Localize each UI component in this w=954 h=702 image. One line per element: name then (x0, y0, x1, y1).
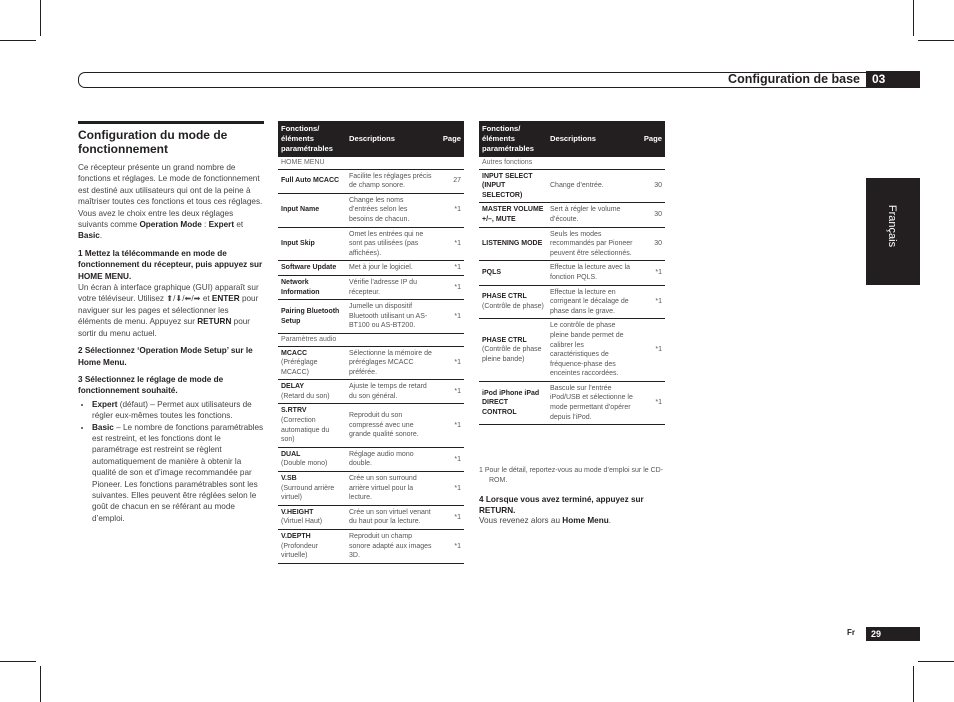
table-row (479, 261, 665, 285)
description: Réglage audio mono double. (346, 447, 436, 471)
function-subtitle: (Profondeur virtuelle) (281, 542, 318, 560)
description: Change les noms d’entrées selon les besoins de chacun. (346, 193, 436, 227)
function-name: S.RTRV (Correction automatique du son) (278, 404, 346, 447)
description: Sélectionne la mémoire de préréglages MCACC préférée. (346, 346, 436, 380)
table-row (479, 381, 665, 424)
page-ref: *1 (436, 530, 464, 564)
table-row (278, 275, 464, 299)
function-subtitle: (Contrôle de phase) (482, 302, 544, 310)
crop-mark (0, 661, 36, 662)
function-subtitle: (Retard du son) (281, 392, 330, 400)
heading-rule (78, 121, 264, 124)
page-ref: 30 (637, 227, 665, 261)
page-ref: *1 (637, 261, 665, 285)
step-2: 2 Sélectionnez ‘Operation Mode Setup’ sur le Home Menu. (78, 346, 253, 367)
function-name: V.SB (Surround arrière virtuel) (278, 472, 346, 506)
function-name: V.HEIGHT (Virtuel Haut) (278, 505, 346, 529)
step-4: 4 Lorsque vous avez terminé, appuyez sur RETURN. (479, 495, 644, 515)
description: Effectue la lecture avec la fonction PQLS. (547, 261, 637, 285)
table-row (479, 319, 665, 382)
description: Met à jour le logiciel. (346, 261, 436, 276)
step-1-body: Un écran à interface graphique (GUI) apparaît sur votre téléviseur. Utilisez ⬆/⬇/⬅/➡ et ENTER pour naviguer sur les pages et sélectionner les éléments de menu. Appuyez sur RETURN pour sortir du menu actuel. (78, 283, 259, 338)
crop-mark (0, 40, 36, 41)
page-ref: *1 (436, 505, 464, 529)
function-name: PHASE CTRL (Contrôle de phase) (479, 285, 547, 319)
page-ref: *1 (436, 346, 464, 380)
language-label: Français (886, 204, 898, 248)
table-section-row (479, 157, 665, 169)
table-row (278, 300, 464, 334)
table-row (278, 346, 464, 380)
function-name: Software Update (278, 261, 346, 276)
description: Ajuste le temps de retard du son général. (346, 380, 436, 404)
col-header-functions: Fonctions/ éléments paramétrables (479, 121, 547, 157)
function-subtitle: (Double mono) (281, 460, 328, 468)
description: Change d’entrée. (547, 169, 637, 203)
function-subtitle: (Correction automatique du son) (281, 417, 330, 444)
table-footer (479, 466, 665, 526)
section-title: Configuration de base (728, 72, 860, 86)
table-row (278, 530, 464, 564)
table-row (278, 227, 464, 261)
table-section-row (278, 333, 464, 346)
function-name: iPod iPhone iPad DIRECT CONTROL (479, 381, 547, 424)
col-header-descriptions: Descriptions (547, 121, 637, 157)
crop-mark (913, 666, 914, 702)
page-ref: 30 (637, 203, 665, 227)
page-number: 29 (866, 627, 920, 641)
col-header-page: Page (436, 121, 464, 157)
section-label: Paramètres audio (278, 333, 464, 346)
table-row (479, 285, 665, 319)
page-ref: *1 (436, 447, 464, 471)
function-subtitle: (Surround arrière virtuel) (281, 484, 335, 502)
function-subtitle: (Virtuel Haut) (281, 518, 323, 526)
page-ref: *1 (436, 300, 464, 334)
description: Le contrôle de phase pleine bande permet de calibrer les caractéristiques de fréquence-phase des enceintes raccordées. (547, 319, 637, 382)
page-ref: *1 (637, 319, 665, 382)
page-ref: 30 (637, 169, 665, 203)
function-name: Full Auto MCACC (278, 169, 346, 193)
function-name: Pairing Bluetooth Setup (278, 300, 346, 334)
description: Facilite les réglages précis de champ sonore. (346, 169, 436, 193)
function-name: V.DEPTH (Profondeur virtuelle) (278, 530, 346, 564)
footnote: 1 Pour le détail, reportez-vous au mode d’emploi sur le CD-ROM. (479, 467, 664, 484)
description: Seuls les modes recommandés par Pioneer peuvent être sélectionnés. (547, 227, 637, 261)
table-row (278, 193, 464, 227)
description: Bascule sur l’entrée iPod/USB et sélectionne le mode permettant d’opérer depuis l’iPod. (547, 381, 637, 424)
page-ref: *1 (436, 380, 464, 404)
description: Vérifie l’adresse IP du récepteur. (346, 275, 436, 299)
table-row (278, 404, 464, 447)
table-row (479, 169, 665, 203)
intro-text: Ce récepteur présente un grand nombre de fonctions et réglages. Le mode de fonctionnement est destiné aux utilisateurs qui ont de la peine à maîtriser toutes ces fonctions et tous ces réglages. (78, 163, 263, 207)
table-row (479, 227, 665, 261)
function-subtitle: (Contrôle de phase pleine bande) (482, 346, 542, 363)
description: Effectue la lecture en corrigeant le décalage de phase dans le grave. (547, 285, 637, 319)
table-row (278, 472, 464, 506)
col-header-descriptions: Descriptions (346, 121, 436, 157)
function-name: DUAL (Double mono) (278, 447, 346, 471)
function-name: Input Skip (278, 227, 346, 261)
page-ref: *1 (436, 193, 464, 227)
description: Crée un son virtuel venant du haut pour la lecture. (346, 505, 436, 529)
section-label: Autres fonctions (479, 157, 665, 169)
table-row (479, 203, 665, 227)
list-item: • Basic – Le nombre de fonctions paramétrables est restreint, et les fonctions dont le paramétrage est restreint se règlent automatiquement de manière à obtenir la qualité de son et d’image recommandée par Pioneer. Les fonctions paramétrables sont les suivantes. Elles peuvent être réglées selon le goût de chacun en se référant au mode d’emploi. (92, 422, 264, 525)
description: Jumelle un dispositif Bluetooth utilisant un AS-BT100 ou AS-BT200. (346, 300, 436, 334)
function-name: PHASE CTRL (Contrôle de phase pleine bande) (479, 319, 547, 382)
function-name: DELAY (Retard du son) (278, 380, 346, 404)
page-ref: *1 (436, 472, 464, 506)
table-row (278, 380, 464, 404)
list-item: • Expert (défaut) – Permet aux utilisateurs de régler eux-mêmes toutes les fonctions. (92, 399, 264, 422)
crop-mark (918, 661, 954, 662)
function-name: Input Name (278, 193, 346, 227)
table-row (278, 261, 464, 276)
page-ref: *1 (436, 227, 464, 261)
function-name: Network Information (278, 275, 346, 299)
functions-table-2 (479, 121, 665, 425)
functions-table-1 (278, 121, 464, 564)
footer-language: Fr (847, 628, 855, 637)
step-3: 3 Sélectionnez le réglage de mode de fonctionnement souhaité. (78, 374, 224, 396)
description: Omet les entrées qui ne sont pas utilisées (pas affichées). (346, 227, 436, 261)
left-column (78, 121, 264, 524)
table-row (278, 169, 464, 193)
crop-mark (40, 666, 41, 702)
step-4-body: Vous revenez alors au Home Menu. (479, 516, 611, 525)
choose-text: Vous avez le choix entre les deux réglages suivants comme Operation Mode : Expert et Basic. (78, 208, 244, 241)
function-name: PQLS (479, 261, 547, 285)
section-label: HOME MENU (278, 157, 464, 169)
col-header-functions: Fonctions/ éléments paramétrables (278, 121, 346, 157)
function-subtitle: (Préréglage MCACC) (281, 359, 318, 376)
page-ref: *1 (436, 275, 464, 299)
page-ref: *1 (637, 285, 665, 319)
section-heading: Configuration du mode de fonctionnement (78, 128, 228, 156)
function-name: MASTER VOLUME +/–, MUTE (479, 203, 547, 227)
function-name: LISTENING MODE (479, 227, 547, 261)
function-name: MCACC (Préréglage MCACC) (278, 346, 346, 380)
description: Sert à régler le volume d’écoute. (547, 203, 637, 227)
crop-mark (40, 0, 41, 36)
page-ref: 27 (436, 169, 464, 193)
description: Crée un son surround arrière virtuel pour la lecture. (346, 472, 436, 506)
table-section-row (278, 157, 464, 169)
mode-list (78, 399, 264, 524)
function-name: INPUT SELECT (INPUT SELECTOR) (479, 169, 547, 203)
page-ref: *1 (637, 381, 665, 424)
chapter-number: 03 (866, 71, 920, 88)
page-ref: *1 (436, 261, 464, 276)
col-header-page: Page (637, 121, 665, 157)
description: Reproduit un champ sonore adapté aux images 3D. (346, 530, 436, 564)
table-row (278, 447, 464, 471)
description: Reproduit du son compressé avec une grande qualité sonore. (346, 404, 436, 447)
crop-mark (918, 40, 954, 41)
step-1: 1 Mettez la télécommande en mode de fonctionnement du récepteur, puis appuyez sur HOME MENU. (78, 248, 263, 281)
crop-mark (913, 0, 914, 36)
page-ref: *1 (436, 404, 464, 447)
table-row (278, 505, 464, 529)
